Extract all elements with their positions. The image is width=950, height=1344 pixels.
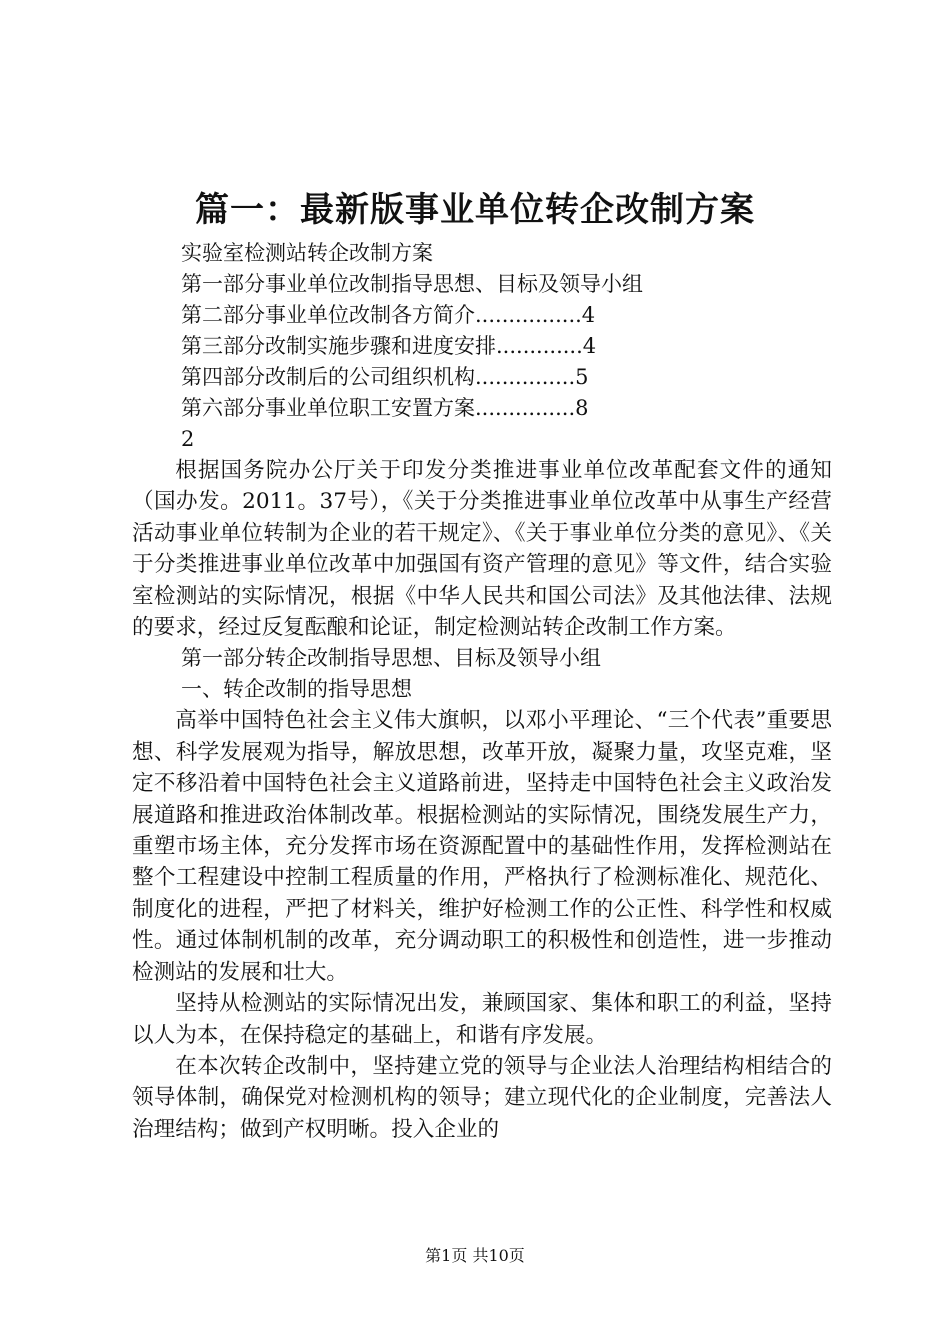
body-paragraph: 坚持从检测站的实际情况出发，兼顾国家、集体和职工的利益，坚持以人为本，在保持稳定的基础上，和谐有序发展。 [132,991,832,1048]
toc-line: 第四部分改制后的公司组织机构...............5 [181,365,589,389]
document-title: 篇一：最新版事业单位转企改制方案 [195,190,755,230]
document-body [132,455,832,1145]
toc-line: 第一部分事业单位改制指导思想、目标及领导小组 [181,272,643,296]
toc-line: 第六部分事业单位职工安置方案...............8 [181,396,589,420]
body-paragraph: 高举中国特色社会主义伟大旗帜，以邓小平理论、“三个代表”重要思想、科学发展观为指导，解放思想，改革开放，凝聚力量，攻坚克难，坚定不移沿着中国特色社会主义道路前进，坚持走中国特色社会主义政治发展道路和推进政治体制改革。根据检测站的实际情况，围绕发展生产力，重塑市场主体，充分发挥市场在资源配置中的基础性作用，发挥检测站在整个工程建设中控制工程质量的作用，严格执行了检测标准化、规范化、制度化的进程，严把了材料关，维护好检测工作的公正性、科学性和权威性。通过体制机制的改革，充分调动职工的积极性和创造性，进一步推动检测站的发展和壮大。 [132,708,832,985]
toc-line: 第三部分改制实施步骤和进度安排.............4 [181,334,597,358]
table-of-contents [181,238,821,424]
toc-trailing-number: 2 [181,427,195,451]
page-footer: 第1页 共10页 [425,1246,525,1265]
toc-line: 实验室检测站转企改制方案 [181,241,433,265]
section-heading: 第一部分转企改制指导思想、目标及领导小组 [181,646,601,671]
body-paragraph: 在本次转企改制中，坚持建立党的领导与企业法人治理结构相结合的领导体制，确保党对检测机构的领导；建立现代化的企业制度，完善法人治理结构；做到产权明晰。投入企业的 [132,1053,832,1142]
body-paragraph: 根据国务院办公厅关于印发分类推进事业单位改革配套文件的通知（国办发。2011。37号），《关于分类推进事业单位改革中从事生产经营活动事业单位转制为企业的若干规定》、《关于事业单位分类的意见》、《关于分类推进事业单位改革中加强国有资产管理的意见》等文件，结合实验室检测站的实际情况，根据《中华人民共和国公司法》及其他法律、法规的要求，经过反复酝酿和论证，制定检测站转企改制工作方案。 [132,458,832,641]
toc-line: 第二部分事业单位改制各方简介................4 [181,303,596,327]
subsection-heading: 一、转企改制的指导思想 [181,677,412,702]
